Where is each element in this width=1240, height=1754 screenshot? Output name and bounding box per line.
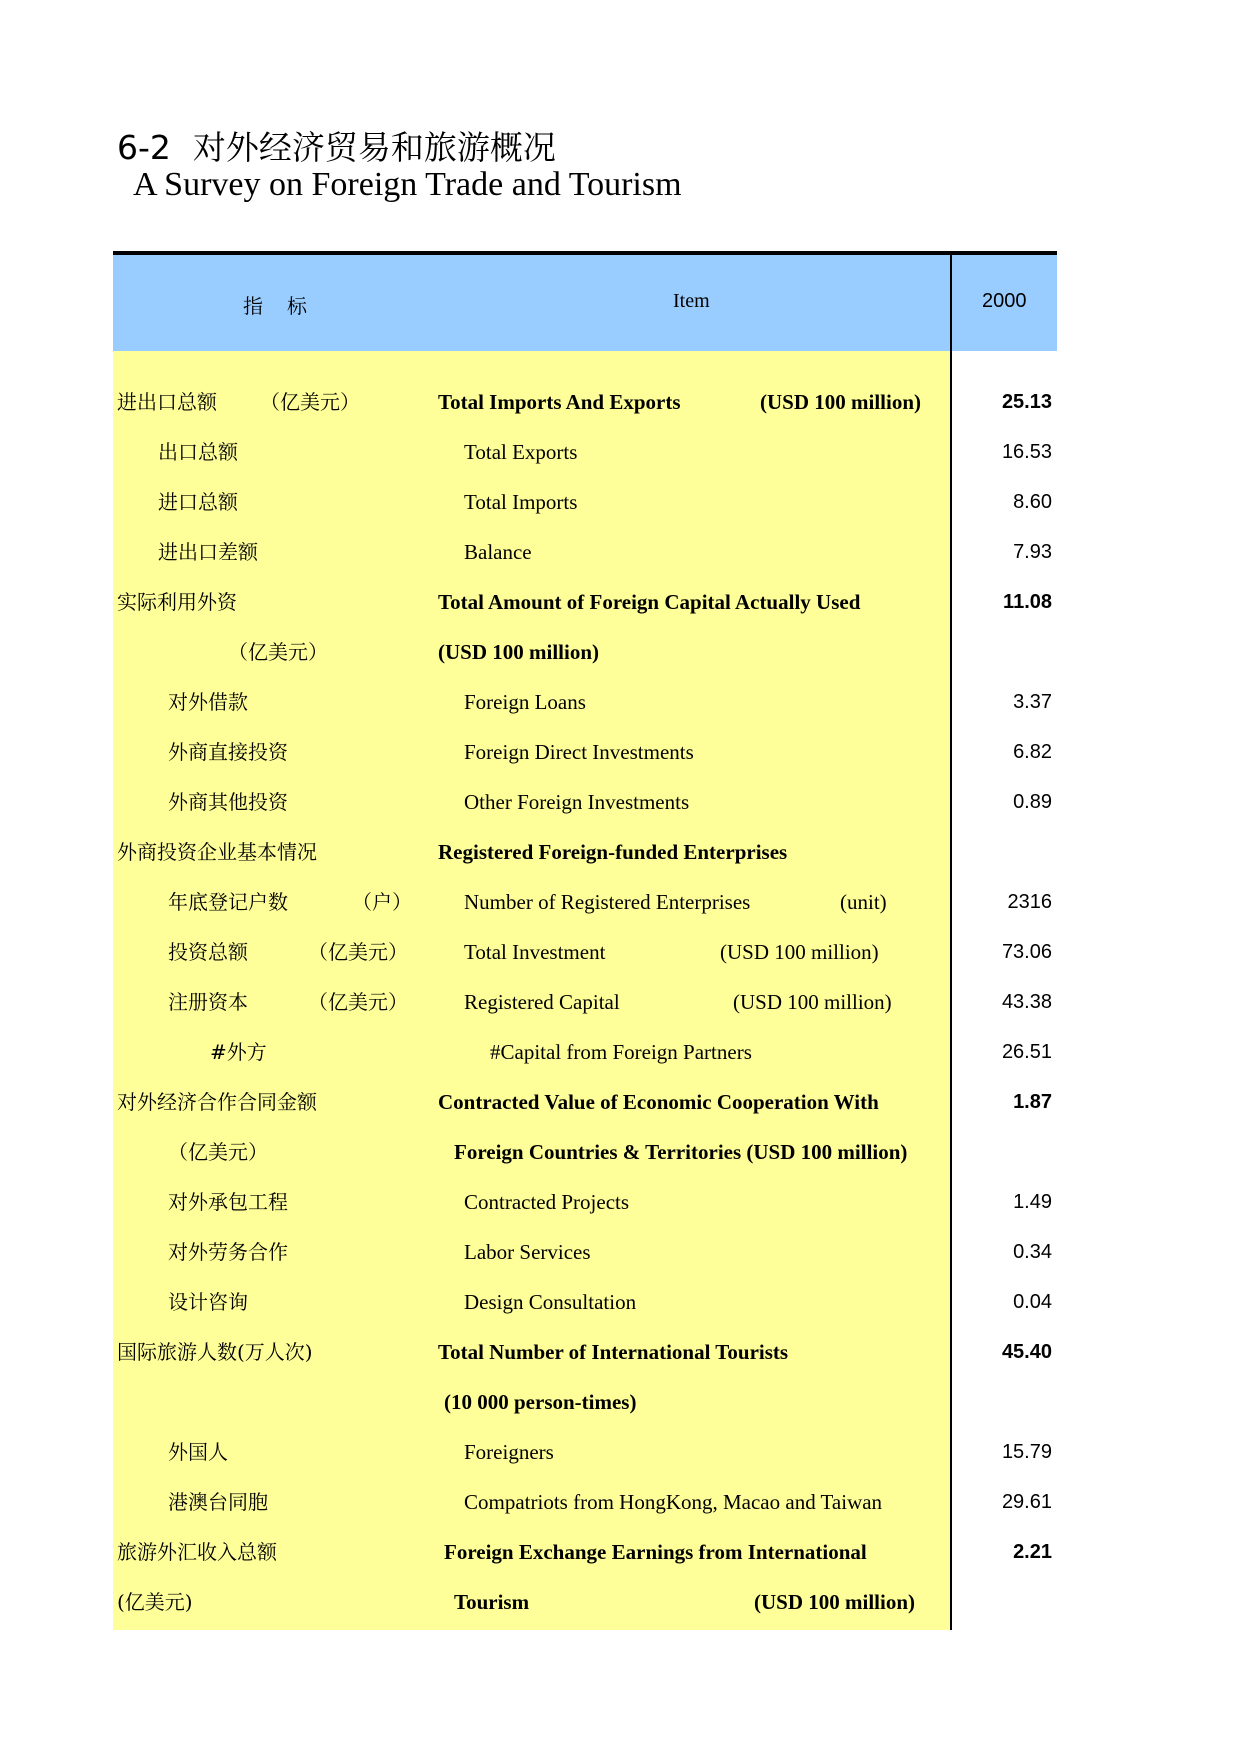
table-row <box>0 627 1240 677</box>
row-value: 16.53 <box>1001 441 1052 463</box>
row-value: 29.61 <box>1001 1491 1052 1513</box>
table-row <box>0 1027 1240 1077</box>
table-row <box>0 827 1240 877</box>
row-value: 0.89 <box>1013 791 1052 813</box>
row-label-en: Design Consultation <box>464 1290 637 1314</box>
row-label-en: Foreign Exchange Earnings from International <box>444 1540 867 1564</box>
row-unit-en: (USD 100 million) <box>733 990 892 1014</box>
row-label-cn: 出口总额 <box>158 440 238 464</box>
row-label-cn: 对外承包工程 <box>168 1190 288 1214</box>
row-label-en: Other Foreign Investments <box>464 790 690 814</box>
table-row <box>0 577 1240 627</box>
row-label-en: Contracted Projects <box>464 1190 630 1214</box>
row-label-cn: 外国人 <box>168 1440 228 1464</box>
row-label-cn: 对外经济合作合同金额 <box>117 1090 317 1114</box>
table-row <box>0 1427 1240 1477</box>
table-row <box>0 1277 1240 1327</box>
row-label-en: (USD 100 million) <box>438 640 600 664</box>
row-unit-en: (USD 100 million) <box>760 390 922 414</box>
row-label-cn: 进口总额 <box>158 490 238 514</box>
row-label-en: Compatriots from HongKong, Macao and Taiwan <box>464 1490 883 1514</box>
row-label-cn: 外商直接投资 <box>168 740 288 764</box>
row-value: 2316 <box>1007 891 1052 913</box>
row-value: 7.93 <box>1013 541 1052 563</box>
row-label-cn: 进出口总额 <box>117 390 217 414</box>
row-value: 73.06 <box>1001 941 1052 963</box>
row-label-cn: 旅游外汇收入总额 <box>117 1540 277 1564</box>
table-row <box>0 427 1240 477</box>
table-row <box>0 527 1240 577</box>
row-label-cn: （亿美元） <box>168 1140 268 1164</box>
row-label-cn: 投资总额 <box>168 940 248 964</box>
row-value: 15.79 <box>1001 1441 1052 1463</box>
row-label-en: Number of Registered Enterprises <box>464 890 751 914</box>
header-cn: 指 标 <box>243 294 309 318</box>
table-row <box>0 1527 1240 1577</box>
row-label-en: Registered Capital <box>464 990 620 1014</box>
row-unit-cn: （亿美元） <box>308 990 408 1014</box>
row-unit-cn: （户） <box>352 890 412 914</box>
row-value: 1.49 <box>1013 1191 1052 1213</box>
table-row <box>0 1077 1240 1127</box>
table-row <box>0 1377 1240 1427</box>
row-value: 6.82 <box>1013 741 1052 763</box>
row-label-en: Contracted Value of Economic Cooperation With <box>438 1090 879 1114</box>
row-value: 1.87 <box>1013 1091 1052 1113</box>
row-label-cn: 实际利用外资 <box>117 590 237 614</box>
row-label-en: Total Investment <box>464 940 606 964</box>
row-value: 0.34 <box>1013 1241 1052 1263</box>
table-title-en: A Survey on Foreign Trade and Tourism <box>133 166 682 203</box>
row-label-cn: #外方 <box>210 1040 267 1064</box>
row-label-en: Labor Services <box>464 1240 591 1264</box>
row-label-en: Foreign Countries & Territories (USD 100 million) <box>454 1140 908 1164</box>
row-label-en: Total Imports <box>464 490 578 514</box>
table-row <box>0 1227 1240 1277</box>
row-value: 8.60 <box>1013 491 1052 513</box>
header-item: Item <box>673 290 710 312</box>
table-row <box>0 677 1240 727</box>
row-label-en: Registered Foreign-funded Enterprises <box>438 840 788 864</box>
table-row <box>0 1127 1240 1177</box>
row-value: 45.40 <box>1001 1341 1052 1363</box>
row-label-cn: 港澳台同胞 <box>168 1490 268 1514</box>
row-unit-en: (USD 100 million) <box>720 940 879 964</box>
table-row <box>0 1327 1240 1377</box>
table-row <box>0 1177 1240 1227</box>
row-label-en: Total Number of International Tourists <box>438 1340 789 1364</box>
table-row <box>0 1577 1240 1627</box>
table-row <box>0 477 1240 527</box>
header-year: 2000 <box>982 290 1027 312</box>
table-row <box>0 777 1240 827</box>
row-label-en: Total Exports <box>464 440 578 464</box>
row-label-en: Foreign Direct Investments <box>464 740 694 764</box>
row-label-en: Foreigners <box>464 1440 554 1464</box>
row-label-cn: 对外借款 <box>168 690 248 714</box>
table-row <box>0 727 1240 777</box>
row-unit-cn: （亿美元） <box>260 390 360 414</box>
row-label-en: Balance <box>464 540 532 564</box>
row-label-en: (10 000 person-times) <box>444 1390 637 1414</box>
row-value: 11.08 <box>1003 591 1052 613</box>
row-value: 3.37 <box>1013 691 1052 713</box>
row-value: 0.04 <box>1013 1291 1052 1313</box>
row-label-cn: 对外劳务合作 <box>168 1240 288 1264</box>
row-unit-en: (USD 100 million) <box>754 1590 916 1614</box>
row-value: 43.38 <box>1001 991 1052 1013</box>
row-label-cn: （亿美元） <box>228 640 328 664</box>
row-label-cn: 年底登记户数 <box>168 890 288 914</box>
row-unit-en: (unit) <box>840 890 887 914</box>
table-title-cn <box>117 122 556 169</box>
table-row <box>0 377 1240 427</box>
row-label-cn: 进出口差额 <box>158 540 258 564</box>
row-label-cn: (亿美元) <box>117 1590 193 1614</box>
row-label-en: Total Imports And Exports <box>438 390 681 414</box>
row-value: 26.51 <box>1001 1041 1052 1063</box>
row-label-cn: 外商其他投资 <box>168 790 288 814</box>
row-label-en: Foreign Loans <box>464 690 586 714</box>
title-cn-text: 对外经济贸易和旅游概况 <box>192 128 556 167</box>
row-label-en: Tourism <box>454 1590 530 1614</box>
row-label-en: Total Amount of Foreign Capital Actually Used <box>438 590 861 614</box>
row-label-en: #Capital from Foreign Partners <box>490 1040 752 1064</box>
row-unit-cn: （亿美元） <box>308 940 408 964</box>
row-label-cn: 外商投资企业基本情况 <box>117 840 317 864</box>
table-row <box>0 877 1240 927</box>
table-row <box>0 927 1240 977</box>
table-row <box>0 1477 1240 1527</box>
table-number: 6-2 <box>117 128 171 167</box>
row-label-cn: 国际旅游人数(万人次) <box>117 1340 313 1364</box>
row-value: 25.13 <box>1001 391 1052 413</box>
row-label-cn: 注册资本 <box>168 990 248 1014</box>
table-row <box>0 977 1240 1027</box>
row-label-cn: 设计咨询 <box>168 1290 248 1314</box>
row-value: 2.21 <box>1013 1541 1052 1563</box>
